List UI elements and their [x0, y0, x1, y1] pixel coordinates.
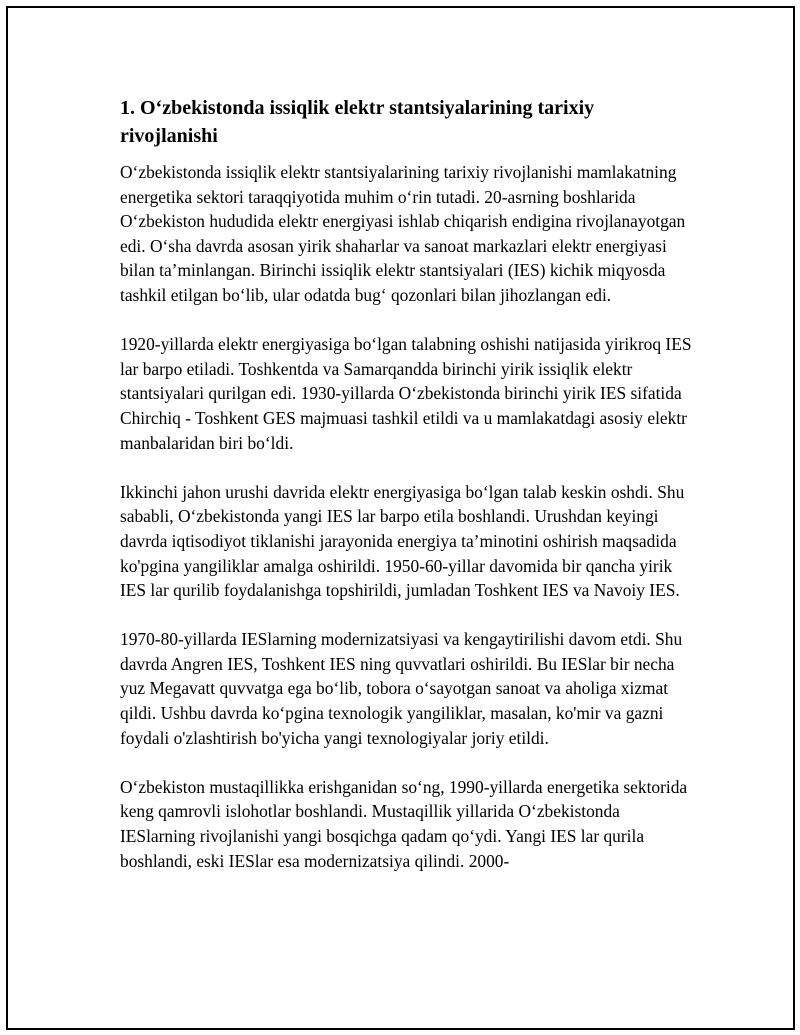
- paragraph-1: O‘zbekistonda issiqlik elektr stantsiyalarining tarixiy rivojlanishi mamlakatning energetika sektori taraqqiyotida muhim o‘rin tutadi. 20-asrning boshlarida O‘zbekiston hududida elektr energiyasi ishlab chiqarish endigina rivojlanayotgan edi. O‘sha davrda asosan yirik shaharlar va sanoat markazlari elektr energiyasi bilan ta’minlangan. Birinchi issiqlik elektr stantsiyalari (IES) kichik miqyosda tashkil etilgan bo‘lib, ular odatda bug‘ qozonlari bilan jihozlangan edi.: [120, 162, 686, 305]
- paragraph-5: O‘zbekiston mustaqillikka erishganidan so‘ng, 1990-yillarda energetika sektorida keng qamrovli islohotlar boshlandi. Mustaqillik yillarida O‘zbekistonda IESlarning rivojlanishi yangi bosqichga qadam qo‘ydi. Yangi IES lar qurila boshlandi, eski IESlar esa modernizatsiya qilindi. 2000-: [120, 776, 688, 871]
- paragraph-4: 1970-80-yillarda IESlarning modernizatsiyasi va kengaytirilishi davom etdi. Shu davrda Angren IES, Toshkent IES ning quvvatlari oshirildi. Bu IESlar bir necha yuz Megavatt quvvatga ega bo‘lib, tobora o‘sayotgan sanoat va aholiga xizmat qildi. Ushbu davrda ko‘pgina texnologik yangiliklar, masalan, ko'mir va gazni foydali o'zlashtirish bo'yicha yangi texnologiyalar joriy etildi.: [120, 629, 683, 748]
- page-frame: [6, 6, 795, 1030]
- document-body: [120, 94, 695, 898]
- paragraph-3: Ikkinchi jahon urushi davrida elektr energiyasiga bo‘lgan talab keskin oshdi. Shu sababli, O‘zbekistonda yangi IES lar barpo etila boshlandi. Urushdan keyingi davrda iqtisodiyot tiklanishi jarayonida energiya ta’minotini oshirish maqsadida ko'pgina yangiliklar amalga oshirildi. 1950-60-yillar davomida bir qancha yirik IES lar qurilib foydalanishga topshirildi, jumladan Toshkent IES va Navoiy IES.: [120, 481, 685, 601]
- paragraph-2: 1920-yillarda elektr energiyasiga bo‘lgan talabning oshishi natijasida yirikroq IES lar barpo etiladi. Toshkentda va Samarqandda birinchi yirik issiqlik elektr stantsiyalari qurilgan edi. 1930-yillarda O‘zbekistonda birinchi yirik IES sifatida Chirchiq - Toshkent GES majmuasi tashkil etildi va u mamlakatdagi asosiy elektr manbalaridan biri bo‘ldi.: [120, 334, 692, 453]
- section-heading: 1. O‘zbekistonda issiqlik elektr stantsiyalarining tarixiy rivojlanishi: [120, 97, 595, 147]
